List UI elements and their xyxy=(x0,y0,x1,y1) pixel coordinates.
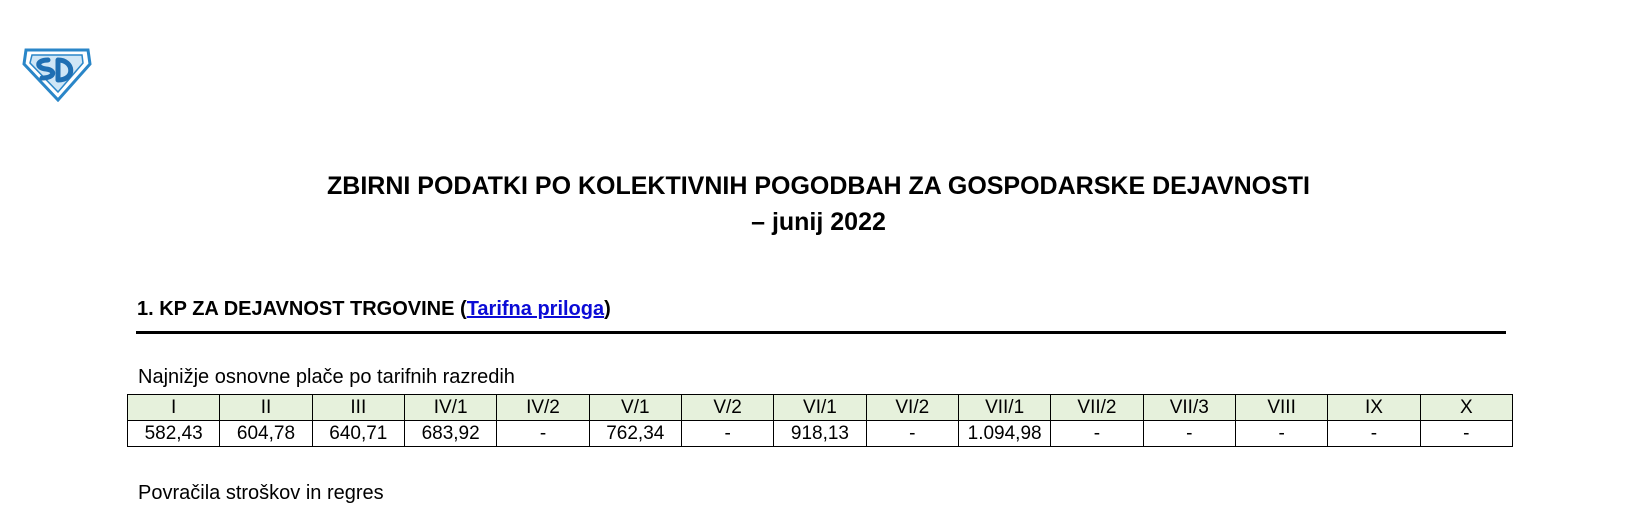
grade-header: V/2 xyxy=(681,395,773,421)
grade-header: II xyxy=(220,395,312,421)
salary-value: - xyxy=(1328,421,1420,447)
salary-value: - xyxy=(1143,421,1235,447)
salary-value: 604,78 xyxy=(220,421,312,447)
salary-value: 640,71 xyxy=(312,421,404,447)
grade-header: V/1 xyxy=(589,395,681,421)
grade-header: VI/1 xyxy=(774,395,866,421)
salary-value: - xyxy=(1235,421,1327,447)
next-section-caption: Povračila stroškov in regres xyxy=(138,482,384,504)
section-heading xyxy=(137,296,611,322)
page-subtitle: – junij 2022 xyxy=(751,208,886,236)
grade-header: IX xyxy=(1328,395,1420,421)
section-heading-close: ) xyxy=(604,298,611,320)
grade-header: VIII xyxy=(1235,395,1327,421)
table-row xyxy=(128,421,1513,447)
salary-value: 683,92 xyxy=(404,421,496,447)
grade-header: VII/1 xyxy=(958,395,1050,421)
grade-header: VII/2 xyxy=(1051,395,1143,421)
table-caption: Najnižje osnovne plače po tarifnih razredih xyxy=(138,366,515,388)
table-header-row xyxy=(128,395,1513,421)
salary-value: 582,43 xyxy=(128,421,220,447)
grade-header: VII/3 xyxy=(1143,395,1235,421)
grade-header: IV/2 xyxy=(497,395,589,421)
page-title: ZBIRNI PODATKI PO KOLEKTIVNIH POGODBAH ZA GOSPODARSKE DEJAVNOSTI xyxy=(327,172,1310,200)
section-divider xyxy=(136,331,1506,334)
sd-logo-icon xyxy=(22,46,92,102)
salary-value: - xyxy=(1420,421,1512,447)
grade-header: I xyxy=(128,395,220,421)
tarifna-priloga-link[interactable]: Tarifna priloga xyxy=(466,298,605,320)
section-heading-text: 1. KP ZA DEJAVNOST TRGOVINE ( xyxy=(137,298,467,320)
salary-value: - xyxy=(681,421,773,447)
grade-header: VI/2 xyxy=(866,395,958,421)
salary-value: 762,34 xyxy=(589,421,681,447)
salary-value: - xyxy=(866,421,958,447)
grade-header: IV/1 xyxy=(404,395,496,421)
salary-value: 1.094,98 xyxy=(958,421,1050,447)
grade-header: X xyxy=(1420,395,1512,421)
grade-header: III xyxy=(312,395,404,421)
salary-value: - xyxy=(497,421,589,447)
salary-value: 918,13 xyxy=(774,421,866,447)
salary-grades-table xyxy=(127,394,1513,447)
salary-value: - xyxy=(1051,421,1143,447)
